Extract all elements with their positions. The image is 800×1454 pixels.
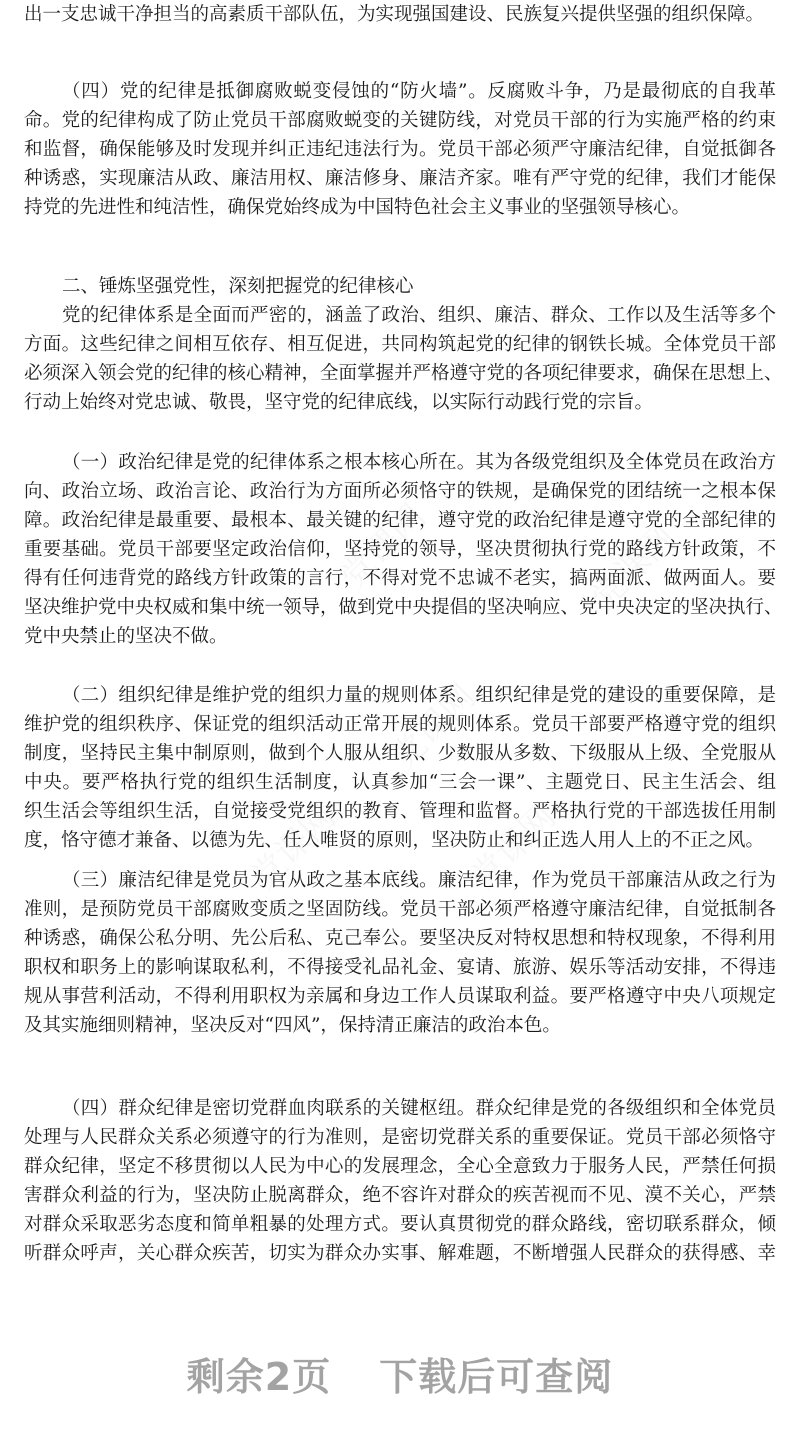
text-line: 种诱惑，确保公私分明、先公后私、克己奉公。要坚决反对特权思想和特权现象，不得利用 — [24, 928, 776, 949]
text-line: 规从事营利活动，不得利用职权为亲属和身边工作人员谋取利益。要严格遵守中央八项规定 — [24, 986, 776, 1007]
text-line: 听群众呼声，关心群众疾苦，切实为群众办实事、解难题，不断增强人民群众的获得感、幸 — [24, 1243, 776, 1264]
text-line: 二、锤炼坚强党性，深刻把握党的纪律核心 — [62, 276, 414, 297]
text-line: （二）组织纪律是维护党的组织力量的规则体系。组织纪律是党的建设的重要保障，是 — [62, 685, 776, 706]
text-line: 障。政治纪律是最重要、最根本、最关键的纪律，遵守党的政治纪律是遵守党的全部纪律的 — [24, 510, 776, 531]
download-prompt-banner[interactable] — [0, 1352, 800, 1402]
text-line: （三）廉洁纪律是党员为官从政之基本底线。廉洁纪律，作为党员干部廉洁从政之行为 — [62, 870, 776, 891]
text-line: 行动上始终对党忠诚、敬畏，坚守党的纪律底线，以实际行动践行党的宗旨。 — [24, 392, 654, 413]
text-line: 必须深入领会党的纪律的核心精神，全面掌握并严格遵守党的各项纪律要求，确保在思想上、 — [24, 363, 783, 384]
text-line: 职权和职务上的影响谋取私利，不得接受礼品礼金、宴请、旅游、娱乐等活动安排，不得违 — [24, 957, 776, 978]
text-line: （一）政治纪律是党的纪律体系之根本核心所在。其为各级党组织及全体党员在政治方 — [62, 452, 776, 473]
text-line: 持党的先进性和纯洁性，确保党始终成为中国特色社会主义事业的坚强领导核心。 — [24, 197, 691, 218]
text-line: （四）党的纪律是抵御腐败蜕变侵蚀的“防火墙”。反腐败斗争，乃是最彻底的自我革 — [62, 81, 776, 102]
text-line: 党中央禁止的坚决不做。 — [24, 626, 228, 647]
text-line: 向、政治立场、政治言论、政治行为方面所必须恪守的铁规，是确保党的团结统一之根本保 — [24, 481, 776, 502]
text-line: 对群众采取恶劣态度和简单粗暴的处理方式。要认真贯彻党的群众路线，密切联系群众，倾 — [24, 1214, 776, 1235]
text-line: 方面。这些纪律之间相互依存、相互促进，共同构筑起党的纪律的钢铁长城。全体党员干部 — [24, 334, 776, 355]
text-line: 害群众利益的行为，坚决防止脱离群众，绝不容许对群众的疾苦视而不见、漠不关心，严禁 — [24, 1185, 776, 1206]
text-line: 坚决维护党中央权威和集中统一领导，做到党中央提倡的坚决响应、党中央决定的坚决执行、 — [24, 597, 783, 618]
text-line: 中央。要严格执行党的组织生活制度，认真参加“三会一课”、主题党日、民主生活会、组 — [24, 772, 776, 793]
text-line: 和监督，确保能够及时发现并纠正违纪违法行为。党员干部必须严守廉洁纪律，自觉抵御各 — [24, 139, 776, 160]
text-line: 出一支忠诚干净担当的高素质干部队伍，为实现强国建设、民族复兴提供坚强的组织保障。 — [24, 4, 765, 25]
text-line: 制度，坚持民主集中制原则，做到个人服从组织、少数服从多数、下级服从上级、全党服从 — [24, 743, 776, 764]
text-line: 命。党的纪律构成了防止党员干部腐败蜕变的关键防线，对党员干部的行为实施严格的约束 — [24, 110, 776, 131]
text-line: 织生活会等组织生活，自觉接受党组织的教育、管理和监督。严格执行党的干部选拔任用制 — [24, 801, 776, 822]
text-line: 处理与人民群众关系必须遵守的行为准则，是密切党群关系的重要保证。党员干部必须恪守 — [24, 1127, 776, 1148]
download-to-view-label: 下载后可查阅 — [379, 1355, 614, 1399]
text-line: （四）群众纪律是密切党群血肉联系的关键枢纽。群众纪律是党的各级组织和全体党员 — [62, 1098, 776, 1119]
text-line: 得有任何违背党的路线方针政策的言行，不得对党不忠诚不老实，搞两面派、做两面人。要 — [24, 568, 776, 589]
text-line: 度，恪守德才兼备、以德为先、任人唯贤的原则，坚决防止和纠正选人用人上的不正之风。 — [24, 830, 765, 851]
remaining-pages-label: 剩余2页 — [186, 1355, 332, 1399]
text-line: 及其实施细则精神，坚决反对“四风”，保持清正廉洁的政治本色。 — [24, 1015, 561, 1036]
text-line: 重要基础。党员干部要坚定政治信仰，坚持党的领导，坚决贯彻执行党的路线方针政策，不 — [24, 539, 776, 560]
text-line: 种诱惑，实现廉洁从政、廉洁用权、廉洁修身、廉洁齐家。唯有严守党的纪律，我们才能保 — [24, 168, 776, 189]
text-line: 准则，是预防党员干部腐败变质之坚固防线。党员干部必须严格遵守廉洁纪律，自觉抵制各 — [24, 899, 776, 920]
text-line: 维护党的组织秩序、保证党的组织活动正常开展的规则体系。党员干部要严格遵守党的组织 — [24, 714, 776, 735]
text-line: 群众纪律，坚定不移贯彻以人民为中心的发展理念，全心全意致力于服务人民，严禁任何损 — [24, 1156, 776, 1177]
text-line: 党的纪律体系是全面而严密的，涵盖了政治、组织、廉洁、群众、工作以及生活等多个 — [62, 305, 776, 326]
